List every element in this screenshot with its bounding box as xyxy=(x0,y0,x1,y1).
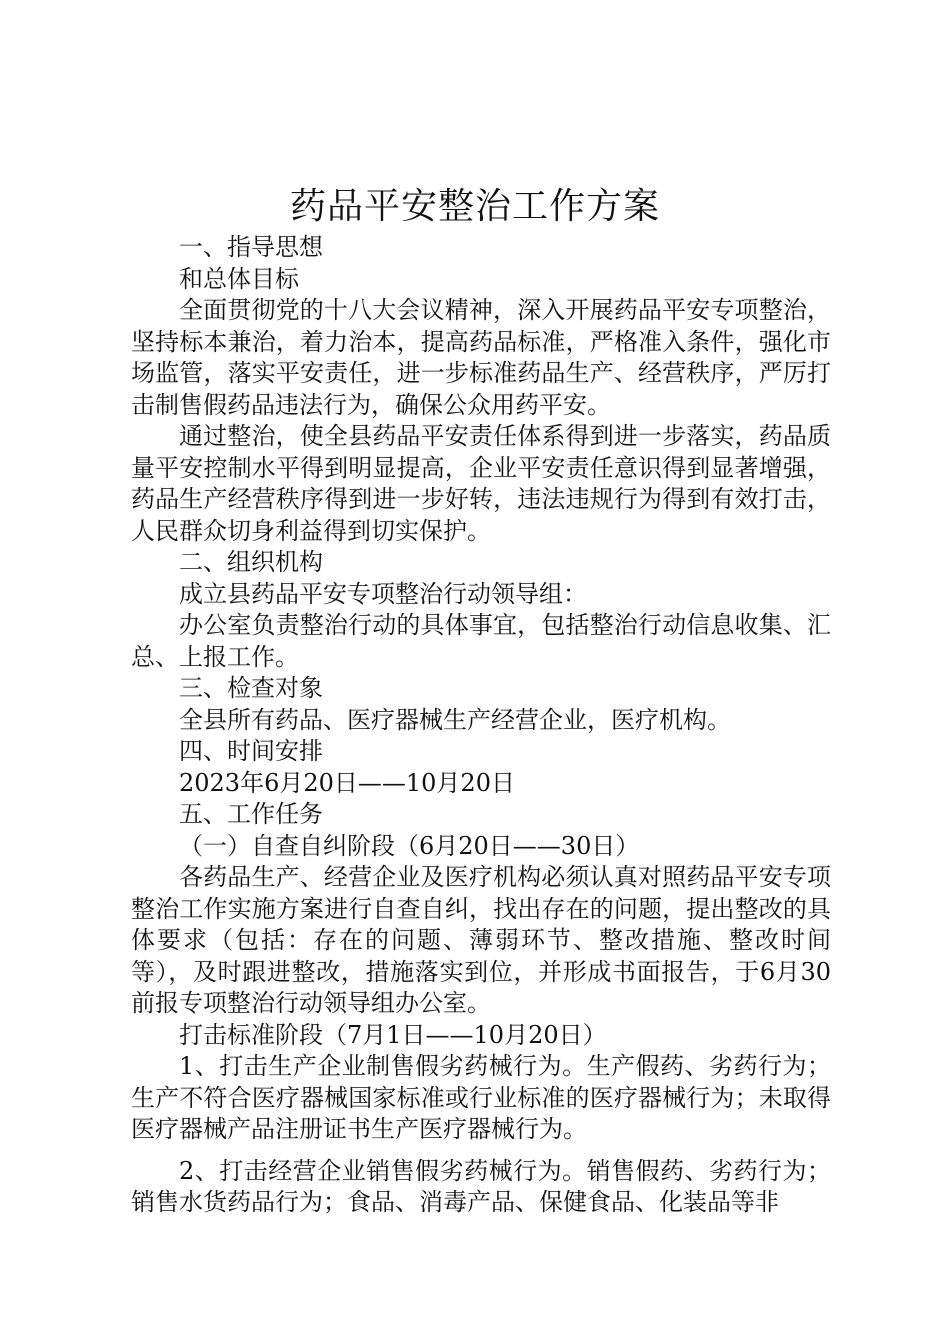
subheading-crackdown: 打击标准阶段（7月1日——10月20日） xyxy=(179,1020,607,1049)
paragraph-inspection-targets: 全县所有药品、医疗器械生产经营企业，医疗机构。 xyxy=(179,705,731,734)
paragraph-schedule: 2023年6月20日——10月20日 xyxy=(179,768,515,797)
paragraph-goals: 通过整治，使全县药品平安责任体系得到进一步落实，药品质量平安控制水平得到明显提高，企业平安责任意识得到显著增强，药品生产经营秩序得到进一步好转，违法违规行为得到有效打击，人民群众切身利益得到切实保护。 xyxy=(131,422,831,545)
section-heading-inspection-targets: 三、检查对象 xyxy=(179,674,323,702)
section-heading-tasks: 五、工作任务 xyxy=(179,800,323,828)
section-heading-organization: 二、组织机构 xyxy=(179,548,323,576)
paragraph-guiding-ideology: 全面贯彻党的十八大会议精神，深入开展药品平安专项整治，坚持标本兼治，着力治本，提高药品标准，严格准入条件，强化市场监管，落实平安责任，进一步标准药品生产、经营秩序，严厉打击制售假药品违法行为，确保公众用药平安。 xyxy=(131,296,831,419)
paragraph-office-duties: 办公室负责整治行动的具体事宜，包括整治行动信息收集、汇总、上报工作。 xyxy=(131,611,831,671)
document-body xyxy=(131,232,831,1219)
document-title: 药品平安整治工作方案 xyxy=(289,186,660,227)
section-heading-guiding-ideology: 一、指导思想 xyxy=(179,233,323,261)
section-heading-schedule: 四、时间安排 xyxy=(179,737,323,765)
paragraph-crackdown-production: 1、打击生产企业制售假劣药械行为。生产假药、劣药行为；生产不符合医疗器械国家标准或行业标准的医疗器械行为；未取得医疗器械产品注册证书生产医疗器械行为。 xyxy=(131,1052,831,1143)
paragraph-crackdown-sales: 2、打击经营企业销售假劣药械行为。销售假药、劣药行为；销售水货药品行为；食品、消毒产品、保健食品、化装品等非 xyxy=(131,1156,831,1216)
paragraph-self-inspection: 各药品生产、经营企业及医疗机构必须认真对照药品平安专项整治工作实施方案进行自查自纠，找出存在的问题，提出整改的具体要求（包括：存在的问题、薄弱环节、整改措施、整改时间等），及时跟进整改，措施落实到位，并形成书面报告，于6月30前报专项整治行动领导组办公室。 xyxy=(131,863,831,1017)
section-heading-overall-goals: 和总体目标 xyxy=(179,264,299,293)
subheading-self-inspection: （一）自查自纠阶段（6月20日——30日） xyxy=(179,831,640,860)
paragraph-leading-group: 成立县药品平安专项整治行动领导组： xyxy=(179,579,587,608)
